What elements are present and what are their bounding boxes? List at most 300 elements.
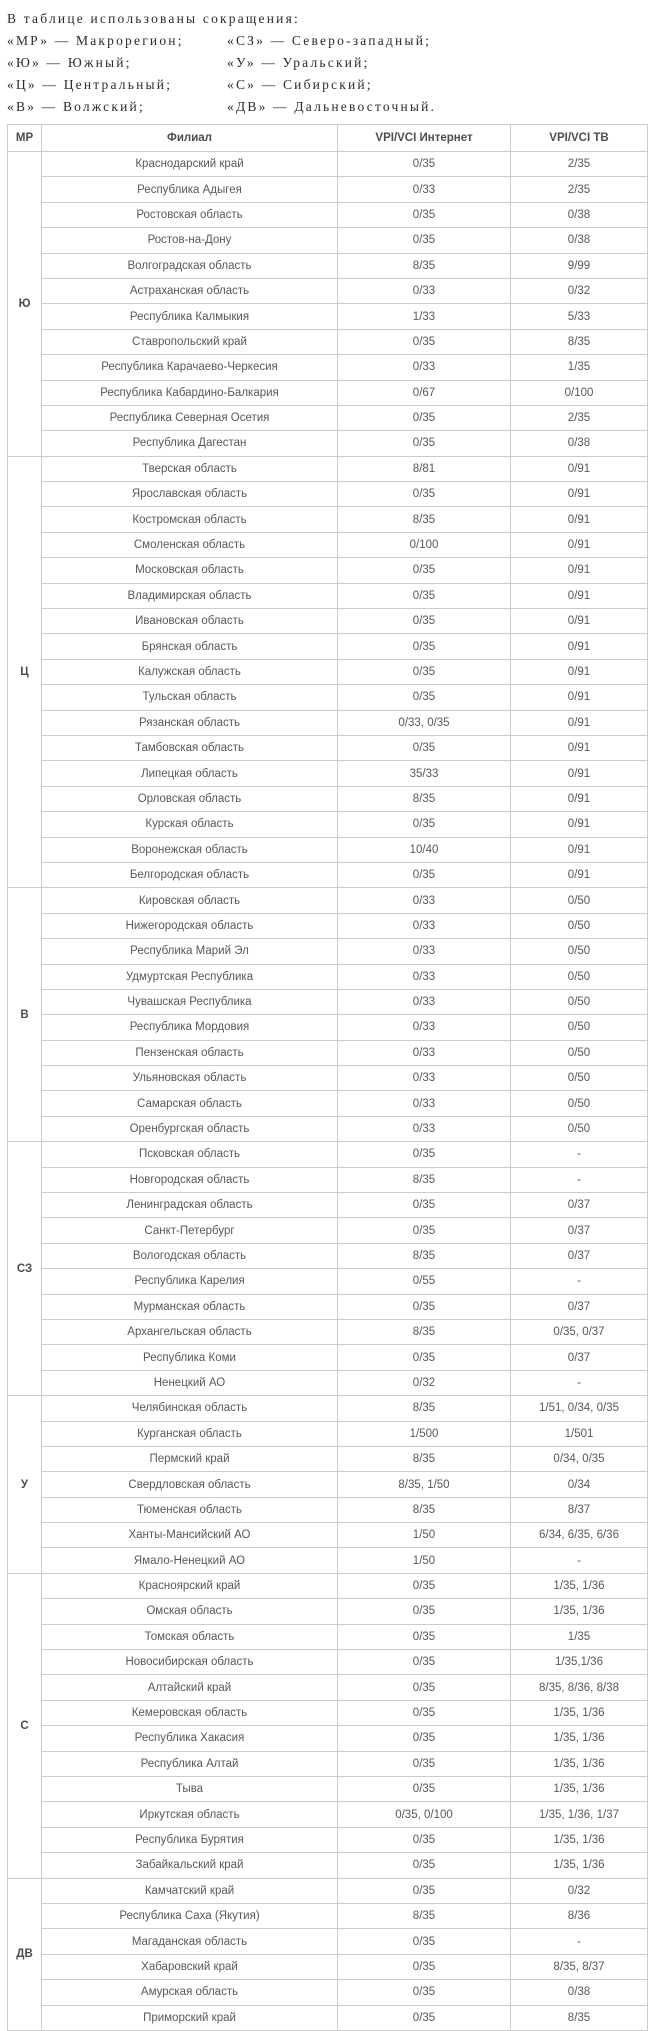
branch-name-cell: Камчатский край	[42, 1878, 338, 1903]
table-row	[8, 1345, 648, 1370]
branch-name-cell: Новосибирская область	[42, 1650, 338, 1675]
branch-name-cell: Самарская область	[42, 1091, 338, 1116]
table-row	[8, 1497, 648, 1522]
vpi-tv-cell: 8/35	[511, 2005, 648, 2030]
table-row	[8, 202, 648, 227]
table-row	[8, 1523, 648, 1548]
vpi-internet-cell: 0/33	[338, 939, 511, 964]
vpi-internet-cell: 8/35	[338, 1167, 511, 1192]
vpi-internet-cell: 0/35	[338, 1345, 511, 1370]
table-row	[8, 1675, 648, 1700]
vpi-tv-cell: 0/91	[511, 583, 648, 608]
branch-name-cell: Оренбургская область	[42, 1116, 338, 1141]
branch-name-cell: Курганская область	[42, 1421, 338, 1446]
vpi-tv-cell: 0/91	[511, 761, 648, 786]
vpi-tv-cell: 6/34, 6/35, 6/36	[511, 1523, 648, 1548]
table-row	[8, 1116, 648, 1141]
vpi-internet-cell: 0/35	[338, 558, 511, 583]
legend-item-row	[7, 96, 650, 118]
region-cell: С	[8, 1573, 42, 1878]
column-header-mr: МР	[8, 125, 42, 152]
vpi-internet-cell: 8/35	[338, 1319, 511, 1344]
vpi-tv-cell: 1/35, 1/36	[511, 1777, 648, 1802]
vpi-tv-cell: 0/32	[511, 1878, 648, 1903]
legend-abbreviation: «В» — Волжский;	[7, 99, 145, 114]
table-row	[8, 1624, 648, 1649]
vpi-internet-cell: 0/35	[338, 1675, 511, 1700]
branch-name-cell: Свердловская область	[42, 1472, 338, 1497]
vpi-tv-cell: 0/37	[511, 1345, 648, 1370]
table-row	[8, 532, 648, 557]
vpi-tv-cell: 0/37	[511, 1243, 648, 1268]
vpi-tv-cell: 0/50	[511, 888, 648, 913]
table-row	[8, 482, 648, 507]
branch-name-cell: Ненецкий АО	[42, 1370, 338, 1395]
vpi-tv-cell: 8/36	[511, 1903, 648, 1928]
vpi-tv-cell: 0/38	[511, 202, 648, 227]
vpi-internet-cell: 0/35	[338, 1218, 511, 1243]
vpi-tv-cell: 0/91	[511, 456, 648, 481]
table-row	[8, 1751, 648, 1776]
branch-name-cell: Республика Адыгея	[42, 177, 338, 202]
vpi-tv-cell: 0/50	[511, 1116, 648, 1141]
vpi-tv-cell: 2/35	[511, 405, 648, 430]
table-row	[8, 304, 648, 329]
legend-item-row	[7, 30, 650, 52]
vpi-tv-cell: 0/91	[511, 812, 648, 837]
table-row	[8, 431, 648, 456]
branch-name-cell: Тюменская область	[42, 1497, 338, 1522]
column-header-tv: VPI/VCI ТВ	[511, 125, 648, 152]
branch-name-cell: Новгородская область	[42, 1167, 338, 1192]
vpi-internet-cell: 0/67	[338, 380, 511, 405]
vpi-tv-cell: 0/91	[511, 609, 648, 634]
table-row	[8, 1319, 648, 1344]
column-header-branch: Филиал	[42, 125, 338, 152]
branch-name-cell: Смоленская область	[42, 532, 338, 557]
vpi-tv-cell: 0/50	[511, 913, 648, 938]
vpi-tv-cell: 0/91	[511, 862, 648, 887]
table-row	[8, 1040, 648, 1065]
vpi-internet-cell: 8/35	[338, 253, 511, 278]
vpi-tv-cell: 1/35,1/36	[511, 1650, 648, 1675]
branch-name-cell: Ямало-Ненецкий АО	[42, 1548, 338, 1573]
vpi-internet-cell: 35/33	[338, 761, 511, 786]
branch-name-cell: Ростовская область	[42, 202, 338, 227]
region-cell: У	[8, 1396, 42, 1574]
vpi-internet-cell: 0/33	[338, 989, 511, 1014]
vpi-tv-cell: -	[511, 1370, 648, 1395]
vpi-internet-cell: 0/33	[338, 964, 511, 989]
branch-name-cell: Тыва	[42, 1777, 338, 1802]
vpi-tv-cell: 0/50	[511, 964, 648, 989]
vpi-internet-cell: 0/33	[338, 1040, 511, 1065]
vpi-internet-cell: 0/35	[338, 1827, 511, 1852]
table-row	[8, 253, 648, 278]
vpi-tv-cell: 1/35, 1/36	[511, 1700, 648, 1725]
vpi-internet-cell: 0/35, 0/100	[338, 1802, 511, 1827]
branch-name-cell: Брянская область	[42, 634, 338, 659]
table-row	[8, 355, 648, 380]
branch-name-cell: Республика Алтай	[42, 1751, 338, 1776]
branch-name-cell: Ленинградская область	[42, 1193, 338, 1218]
branch-name-cell: Магаданская область	[42, 1929, 338, 1954]
table-row	[8, 939, 648, 964]
vpi-internet-cell: 1/500	[338, 1421, 511, 1446]
vpi-tv-cell: 0/91	[511, 837, 648, 862]
branch-name-cell: Республика Карачаево-Черкесия	[42, 355, 338, 380]
branch-name-cell: Тамбовская область	[42, 735, 338, 760]
table-row	[8, 1243, 648, 1268]
vpi-tv-cell: 0/91	[511, 482, 648, 507]
table-row	[8, 1650, 648, 1675]
table-row	[8, 1802, 648, 1827]
table-row	[8, 1370, 648, 1395]
table-row	[8, 1066, 648, 1091]
vpi-internet-cell: 0/35	[338, 1193, 511, 1218]
table-row	[8, 177, 648, 202]
table-row	[8, 405, 648, 430]
table-row	[8, 1193, 648, 1218]
table-row	[8, 837, 648, 862]
branch-name-cell: Томская область	[42, 1624, 338, 1649]
vpi-tv-cell: 0/34, 0/35	[511, 1446, 648, 1471]
vpi-internet-cell: 8/35	[338, 507, 511, 532]
table-row	[8, 2005, 648, 2030]
vpi-tv-cell: 1/35, 1/36	[511, 1827, 648, 1852]
branch-name-cell: Калужская область	[42, 659, 338, 684]
vpi-tv-cell: 1/51, 0/34, 0/35	[511, 1396, 648, 1421]
table-row	[8, 1980, 648, 2005]
legend-item-row	[7, 74, 650, 96]
table-row	[8, 1421, 648, 1446]
vpi-internet-cell: 8/35	[338, 1497, 511, 1522]
vpi-tv-cell: 0/37	[511, 1294, 648, 1319]
vpi-internet-cell: 0/33, 0/35	[338, 710, 511, 735]
vpi-tv-cell: 1/35	[511, 355, 648, 380]
legend-abbreviation: «СЗ» — Северо-западный;	[227, 33, 432, 48]
vpi-internet-cell: 0/32	[338, 1370, 511, 1395]
table-row	[8, 913, 648, 938]
vpi-internet-cell: 0/35	[338, 1650, 511, 1675]
table-row	[8, 1091, 648, 1116]
table-row	[8, 761, 648, 786]
vpi-tv-cell: -	[511, 1929, 648, 1954]
table-row	[8, 1142, 648, 1167]
vpi-internet-cell: 0/35	[338, 329, 511, 354]
vpi-internet-cell: 0/35	[338, 1878, 511, 1903]
vpi-tv-cell: 0/100	[511, 380, 648, 405]
vpi-internet-cell: 8/81	[338, 456, 511, 481]
vpi-tv-cell: 0/91	[511, 659, 648, 684]
table-row	[8, 1954, 648, 1979]
vpi-internet-cell: 10/40	[338, 837, 511, 862]
branch-name-cell: Челябинская область	[42, 1396, 338, 1421]
vpi-tv-cell: 0/50	[511, 1091, 648, 1116]
table-row	[8, 888, 648, 913]
vpi-tv-cell: 0/38	[511, 431, 648, 456]
vpi-internet-cell: 0/35	[338, 1624, 511, 1649]
table-row	[8, 1548, 648, 1573]
vpi-tv-cell: 0/38	[511, 228, 648, 253]
branch-name-cell: Республика Северная Осетия	[42, 405, 338, 430]
branch-name-cell: Тульская область	[42, 685, 338, 710]
vpi-internet-cell: 0/100	[338, 532, 511, 557]
vpi-internet-cell: 0/33	[338, 1091, 511, 1116]
vpi-tv-cell: 0/91	[511, 786, 648, 811]
branch-name-cell: Мурманская область	[42, 1294, 338, 1319]
vpi-tv-cell: 8/35, 8/37	[511, 1954, 648, 1979]
vpi-internet-cell: 0/35	[338, 1573, 511, 1598]
table-row	[8, 380, 648, 405]
vpi-tv-cell: 8/35	[511, 329, 648, 354]
vpi-internet-cell: 0/35	[338, 202, 511, 227]
branch-name-cell: Курская область	[42, 812, 338, 837]
branch-name-cell: Амурская область	[42, 1980, 338, 2005]
table-row	[8, 989, 648, 1014]
vpi-tv-cell: 0/37	[511, 1218, 648, 1243]
vpi-internet-cell: 0/35	[338, 1294, 511, 1319]
vpi-vci-table	[7, 124, 648, 2031]
vpi-internet-cell: 8/35	[338, 786, 511, 811]
vpi-tv-cell: 0/91	[511, 507, 648, 532]
branch-name-cell: Республика Марий Эл	[42, 939, 338, 964]
branch-name-cell: Республика Карелия	[42, 1269, 338, 1294]
vpi-internet-cell: 0/35	[338, 1726, 511, 1751]
vpi-tv-cell: -	[511, 1142, 648, 1167]
table-row	[8, 1878, 648, 1903]
branch-name-cell: Ивановская область	[42, 609, 338, 634]
vpi-tv-cell: 0/91	[511, 634, 648, 659]
table-row	[8, 1446, 648, 1471]
vpi-tv-cell: 8/35, 8/36, 8/38	[511, 1675, 648, 1700]
vpi-tv-cell: -	[511, 1548, 648, 1573]
branch-name-cell: Астраханская область	[42, 278, 338, 303]
branch-name-cell: Липецкая область	[42, 761, 338, 786]
vpi-table-body	[8, 152, 648, 2031]
vpi-internet-cell: 0/35	[338, 1777, 511, 1802]
vpi-internet-cell: 8/35	[338, 1903, 511, 1928]
vpi-tv-cell: 0/50	[511, 989, 648, 1014]
vpi-internet-cell: 0/35	[338, 1751, 511, 1776]
vpi-internet-cell: 0/33	[338, 1015, 511, 1040]
table-row	[8, 1294, 648, 1319]
vpi-tv-cell: 0/50	[511, 1040, 648, 1065]
table-row	[8, 1472, 648, 1497]
vpi-tv-cell: 1/35, 1/36	[511, 1751, 648, 1776]
vpi-internet-cell: 0/33	[338, 355, 511, 380]
vpi-internet-cell: 0/35	[338, 583, 511, 608]
region-cell: ДВ	[8, 1878, 42, 2030]
branch-name-cell: Забайкальский край	[42, 1853, 338, 1878]
vpi-tv-cell: 5/33	[511, 304, 648, 329]
abbreviations-legend	[0, 0, 650, 124]
vpi-internet-cell: 1/50	[338, 1548, 511, 1573]
vpi-internet-cell: 0/35	[338, 228, 511, 253]
table-row	[8, 507, 648, 532]
branch-name-cell: Кемеровская область	[42, 1700, 338, 1725]
vpi-internet-cell: 0/35	[338, 431, 511, 456]
table-row	[8, 1269, 648, 1294]
region-cell: Ю	[8, 152, 42, 457]
vpi-tv-cell: 0/34	[511, 1472, 648, 1497]
branch-name-cell: Краснодарский край	[42, 152, 338, 177]
table-row	[8, 1777, 648, 1802]
legend-abbreviation: «Ц» — Центральный;	[7, 77, 173, 92]
branch-name-cell: Республика Бурятия	[42, 1827, 338, 1852]
branch-name-cell: Волгоградская область	[42, 253, 338, 278]
vpi-internet-cell: 0/35	[338, 685, 511, 710]
table-row	[8, 1853, 648, 1878]
table-row	[8, 1218, 648, 1243]
vpi-internet-cell: 0/33	[338, 177, 511, 202]
vpi-internet-cell: 1/33	[338, 304, 511, 329]
branch-name-cell: Республика Кабардино-Балкария	[42, 380, 338, 405]
branch-name-cell: Нижегородская область	[42, 913, 338, 938]
branch-name-cell: Республика Хакасия	[42, 1726, 338, 1751]
table-row	[8, 634, 648, 659]
column-header-internet: VPI/VCI Интернет	[338, 125, 511, 152]
table-row	[8, 228, 648, 253]
branch-name-cell: Архангельская область	[42, 1319, 338, 1344]
table-row	[8, 1700, 648, 1725]
branch-name-cell: Вологодская область	[42, 1243, 338, 1268]
branch-name-cell: Алтайский край	[42, 1675, 338, 1700]
vpi-tv-cell: 0/38	[511, 1980, 648, 2005]
vpi-tv-cell: 0/50	[511, 1066, 648, 1091]
table-row	[8, 1726, 648, 1751]
branch-name-cell: Пермский край	[42, 1446, 338, 1471]
vpi-internet-cell: 8/35, 1/50	[338, 1472, 511, 1497]
branch-name-cell: Костромская область	[42, 507, 338, 532]
branch-name-cell: Республика Мордовия	[42, 1015, 338, 1040]
vpi-internet-cell: 0/35	[338, 1980, 511, 2005]
branch-name-cell: Псковская область	[42, 1142, 338, 1167]
branch-name-cell: Удмуртская Республика	[42, 964, 338, 989]
vpi-tv-cell: 1/35, 1/36	[511, 1573, 648, 1598]
branch-name-cell: Санкт-Петербург	[42, 1218, 338, 1243]
table-row	[8, 710, 648, 735]
vpi-tv-cell: 0/37	[511, 1193, 648, 1218]
vpi-internet-cell: 0/35	[338, 634, 511, 659]
table-row	[8, 609, 648, 634]
vpi-internet-cell: 0/35	[338, 482, 511, 507]
vpi-tv-cell: 0/32	[511, 278, 648, 303]
table-row	[8, 583, 648, 608]
vpi-tv-cell: 9/99	[511, 253, 648, 278]
table-row	[8, 1015, 648, 1040]
branch-name-cell: Рязанская область	[42, 710, 338, 735]
table-row	[8, 1396, 648, 1421]
vpi-internet-cell: 0/35	[338, 609, 511, 634]
vpi-tv-cell: 1/35, 1/36	[511, 1599, 648, 1624]
table-row	[8, 735, 648, 760]
region-cell: Ц	[8, 456, 42, 888]
vpi-internet-cell: 8/35	[338, 1396, 511, 1421]
branch-name-cell: Чувашская Республика	[42, 989, 338, 1014]
legend-abbreviation: «ДВ» — Дальневосточный.	[227, 99, 437, 114]
vpi-internet-cell: 0/55	[338, 1269, 511, 1294]
region-cell: СЗ	[8, 1142, 42, 1396]
vpi-tv-cell: 2/35	[511, 177, 648, 202]
vpi-tv-cell: 2/35	[511, 152, 648, 177]
legend-intro: В таблице использованы сокращения:	[7, 11, 300, 26]
legend-items	[7, 30, 650, 118]
table-row	[8, 329, 648, 354]
vpi-tv-cell: 1/35	[511, 1624, 648, 1649]
vpi-tv-cell: 8/37	[511, 1497, 648, 1522]
table-row	[8, 685, 648, 710]
branch-name-cell: Московская область	[42, 558, 338, 583]
vpi-internet-cell: 0/35	[338, 1142, 511, 1167]
table-row	[8, 786, 648, 811]
vpi-tv-cell: 1/501	[511, 1421, 648, 1446]
legend-abbreviation: «С» — Сибирский;	[227, 77, 373, 92]
vpi-internet-cell: 1/50	[338, 1523, 511, 1548]
branch-name-cell: Ульяновская область	[42, 1066, 338, 1091]
vpi-tv-cell: 0/50	[511, 939, 648, 964]
branch-name-cell: Белгородская область	[42, 862, 338, 887]
branch-name-cell: Ханты-Мансийский АО	[42, 1523, 338, 1548]
vpi-tv-cell: 0/35, 0/37	[511, 1319, 648, 1344]
legend-item-row	[7, 52, 650, 74]
vpi-tv-cell: 0/91	[511, 558, 648, 583]
vpi-internet-cell: 0/35	[338, 659, 511, 684]
branch-name-cell: Владимирская область	[42, 583, 338, 608]
branch-name-cell: Кировская область	[42, 888, 338, 913]
vpi-tv-cell: 0/91	[511, 735, 648, 760]
table-row	[8, 558, 648, 583]
vpi-internet-cell: 0/35	[338, 405, 511, 430]
table-row	[8, 812, 648, 837]
vpi-internet-cell: 0/35	[338, 1929, 511, 1954]
branch-name-cell: Республика Дагестан	[42, 431, 338, 456]
vpi-tv-cell: 0/91	[511, 685, 648, 710]
vpi-tv-cell: 0/50	[511, 1015, 648, 1040]
table-row	[8, 1167, 648, 1192]
table-header-row	[8, 125, 648, 152]
branch-name-cell: Орловская область	[42, 786, 338, 811]
legend-abbreviation: «МР» — Макрорегион;	[7, 33, 184, 48]
vpi-internet-cell: 0/35	[338, 1853, 511, 1878]
vpi-internet-cell: 8/35	[338, 1446, 511, 1471]
table-row	[8, 1929, 648, 1954]
branch-name-cell: Ставропольский край	[42, 329, 338, 354]
table-row	[8, 1573, 648, 1598]
table-row	[8, 659, 648, 684]
vpi-tv-cell: 0/91	[511, 710, 648, 735]
vpi-internet-cell: 0/35	[338, 862, 511, 887]
branch-name-cell: Хабаровский край	[42, 1954, 338, 1979]
table-row	[8, 1599, 648, 1624]
branch-name-cell: Ростов-на-Дону	[42, 228, 338, 253]
branch-name-cell: Иркутская область	[42, 1802, 338, 1827]
vpi-internet-cell: 0/35	[338, 2005, 511, 2030]
branch-name-cell: Республика Саха (Якутия)	[42, 1903, 338, 1928]
vpi-internet-cell: 0/33	[338, 913, 511, 938]
region-cell: В	[8, 888, 42, 1142]
table-row	[8, 964, 648, 989]
table-row	[8, 278, 648, 303]
vpi-tv-cell: 0/91	[511, 532, 648, 557]
branch-name-cell: Ярославская область	[42, 482, 338, 507]
vpi-internet-cell: 0/35	[338, 1599, 511, 1624]
vpi-tv-cell: -	[511, 1167, 648, 1192]
branch-name-cell: Республика Коми	[42, 1345, 338, 1370]
table-row	[8, 152, 648, 177]
vpi-internet-cell: 8/35	[338, 1243, 511, 1268]
vpi-tv-cell: 1/35, 1/36, 1/37	[511, 1802, 648, 1827]
